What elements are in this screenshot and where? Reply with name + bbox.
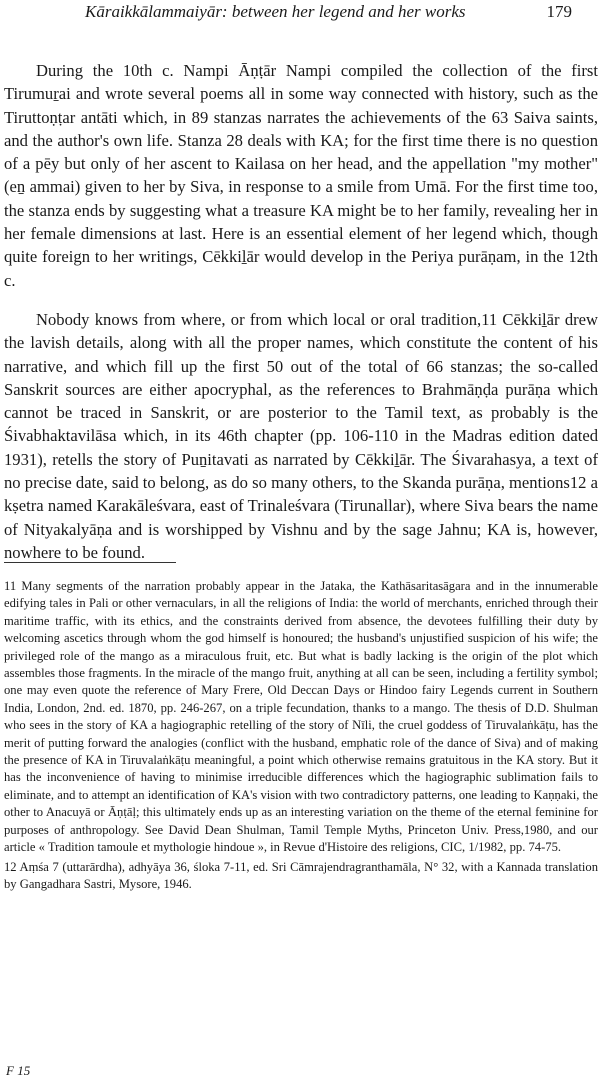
running-title: Kāraikkālammaiyār: between her legend and her works bbox=[85, 2, 466, 21]
footnote-rule bbox=[4, 562, 176, 563]
body-text bbox=[4, 59, 598, 580]
paragraph-2: Nobody knows from where, or from which local or oral tradition,11 Cēkkiḻār drew the lavish details, along with all the proper names, which constitute the content of his narrative, and which fill up the first 50 out of the total of 66 stanzas; the so-called Sanskrit sources are either apocryphal, as the references to Brahmāṇḍa purāṇa which cannot be traced in Sanskrit, or are posterior to the Tamil text, as probably is the Śivabhaktavilāsa which, in its 46th chapter (pp. 106-110 in the Madras edition dated 1931), retells the story of Puṉitavati as narrated by Cēkkiḻār. The Śivarahasya, a text of no precise date, said to belong, as do so many others, to the Skanda purāṇa, mentions12 a kṣetra named Karakāleśvara, east of Trinaleśvara (Tirunallar), where Siva bears the name of Nityakalyāṇa and is worshipped by Vishnu and by the sage Jahnu; KA is, however, nowhere to be found. bbox=[4, 309, 598, 562]
footnotes bbox=[4, 578, 598, 895]
paragraph-1: During the 10th c. Nampi Āṇṭār Nampi compiled the collection of the first Tirumuṟai and wrote several poems all in some way connected with history, such as the Tiruttoṇṭar antāti which, in 89 stanzas narrates the achievements of the 63 Saiva saints, and the author's own life. Stanza 28 deals with KA; for the first time there is no question of a pēy but only of her ascent to Kailasa on her head, and the appellation "my mother"(eṉ ammai) given to her by Siva, in response to a smile from Umā. For the first time too, the stanza ends by suggesting what a treasure KA might be to her family, revealing her in her female dimensions at last. Here is an essential element of her legend which, though quite foreign to her writings, Cēkkiḻār would develop in the Periya purāṇam, in the 12th c. bbox=[4, 61, 598, 290]
footnote-11: 11 Many segments of the narration probably appear in the Jataka, the Kathāsaritasāgara and in the innumerable edifying tales in Pali or other vernaculars, in all the religions of India: the world of merchants, enriched through their maritime traffic, with its ethics, and the constraints derived from absence, the devotees fulfilling their duty by welcoming ascetics through whom the god himself is honoured; the husband's unjustified suspicion of his wife; the privileged role of the mango as a miraculous fruit, etc. But what is badly lacking is the origin of the plot which assembles those fragments. In the miracle of the mango fruit, anything at all can be seen, including a fertility symbol; one may even quote the reference of Mary Frere, Old Deccan Days or Hindoo fairy Legends current in Southern India, London, 2nd. ed. 1870, pp. 246-267, on a triple fecundation, thanks to a mango. The thesis of D.D. Shulman who sees in the story of KA a hagiographic retelling of the story of Nīli, the cruel goddess of Tiruvalaṅkāṭu, has the merit of putting forward the analogies (conflict with the husband, emphatic role of the dance of Siva) and of making the presence of KA in Tiruvalaṅkāṭu meaningful, a point which otherwise remains gratuitous in the KA story. But it has the inconvenience of having to minimise irreducible differences which the hagiographic sublimation fails to eliminate, and to attempt an identification of KA's vision with two contradictory patterns, one leading to Kaṇṇaki, the other to Anacuyā or Āṇṭāḷ; this ultimately ends up as an interesting variation on the theme of the eternal feminine for purposes of anthropology. See David Dean Shulman, Tamil Temple Myths, Princeton Univ. Press,1980, and our article « Tradition tamoule et mythologie hindoue », in Revue d'Histoire des religions, CIC, 1/1982, pp. 74-75. bbox=[4, 579, 598, 855]
page-header bbox=[35, 2, 580, 24]
folio-mark: F 15 bbox=[6, 1063, 31, 1078]
footnote-12: 12 Aṃśa 7 (uttarārdha), adhyāya 36, śloka 7-11, ed. Sri Cāmrajendragranthamāla, N° 32, with a Kannada translation by Gangadhara Sastri, Mysore, 1946. bbox=[4, 859, 598, 891]
page-number: 179 bbox=[546, 2, 572, 21]
